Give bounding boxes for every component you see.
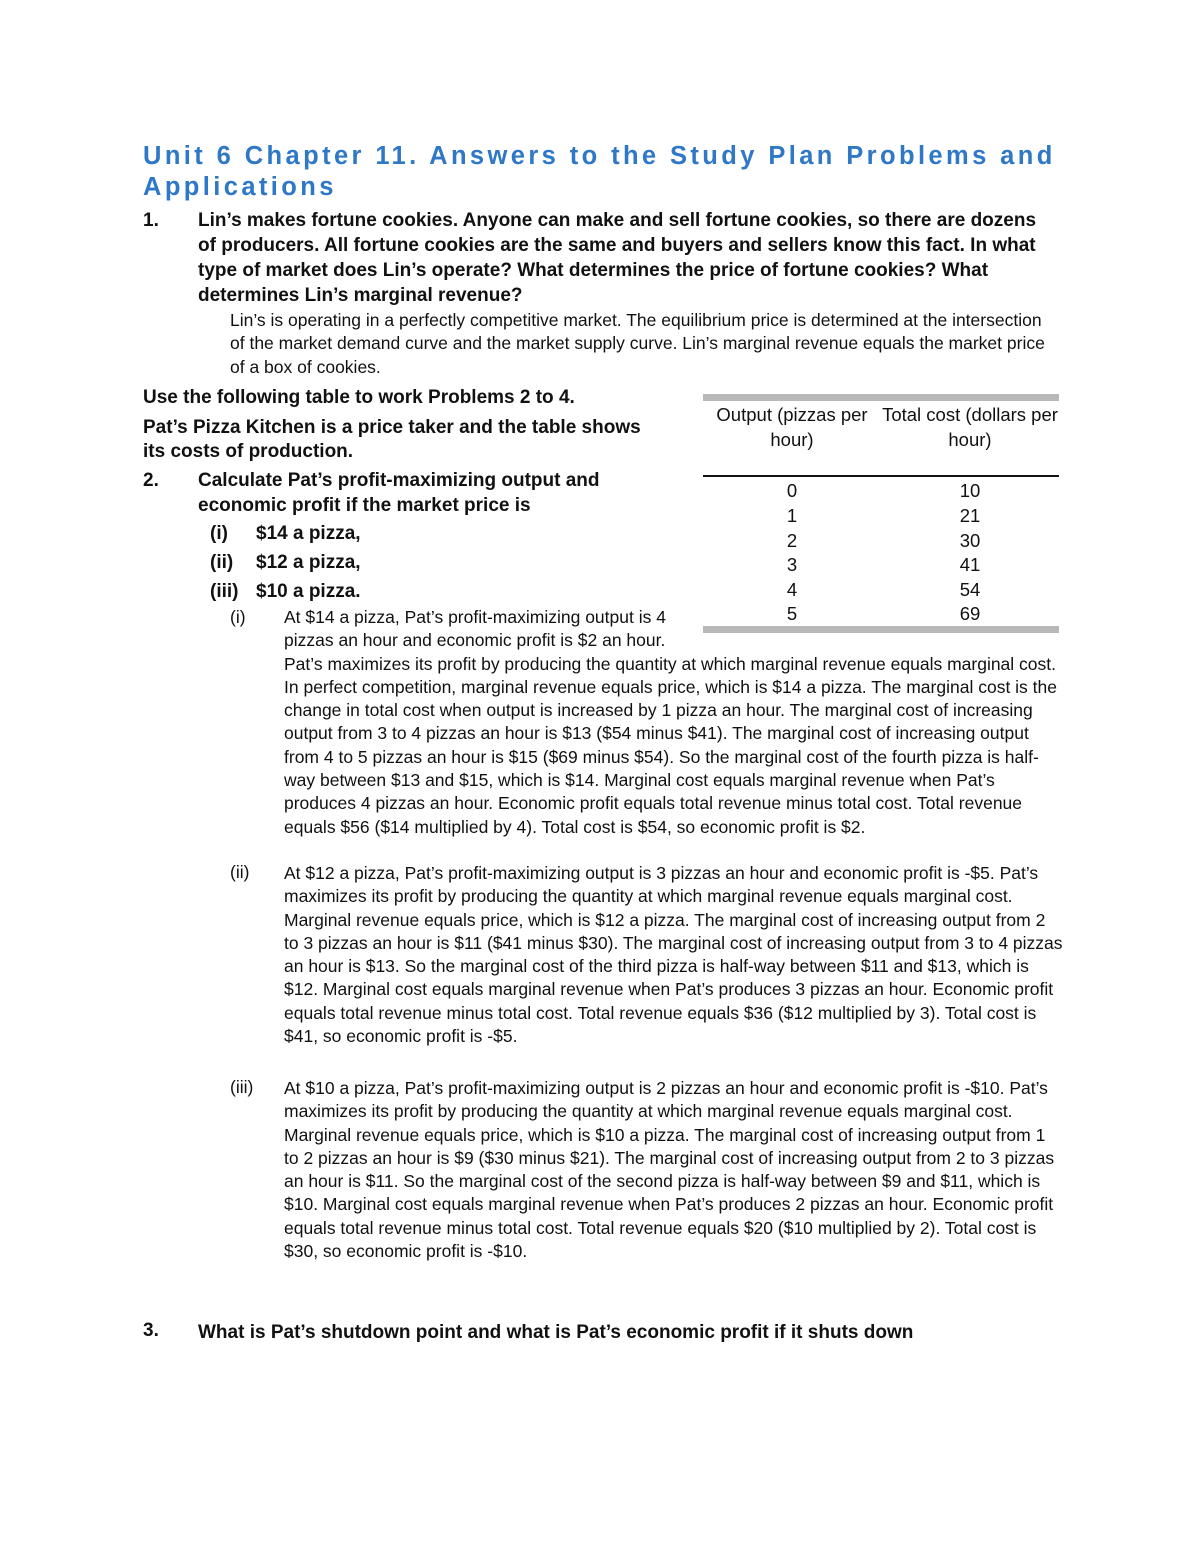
table-top-rule xyxy=(703,394,1059,401)
option-value: $12 a pizza, xyxy=(256,552,361,573)
table-cell: 69 xyxy=(959,603,981,624)
table-cell: 3 xyxy=(786,554,798,575)
page-title: Unit 6 Chapter 11. Answers to the Study Plan Problems and Applications xyxy=(143,142,1056,201)
table-cell: 21 xyxy=(959,505,981,526)
answer-label: (i) xyxy=(230,607,246,627)
table-intro: Use the following table to work Problems 2 to 4. xyxy=(143,387,575,408)
option-value: $14 a pizza, xyxy=(256,523,361,544)
question-1-text: Lin’s makes fortune cookies. Anyone can make and sell fortune cookies, so there are dozens of producers. All fortune cookies are the same and buyers and sellers know this fact. In what type of market does Lin’s operate? What determines the price of fortune cookies? What determines Lin’s marginal revenue? xyxy=(198,210,1037,306)
table-header-output: Output (pizzas per hour) xyxy=(716,404,868,450)
answer-ii-text: At $12 a pizza, Pat’s profit-maximizing output is 3 pizzas an hour and economic profit is -$5. Pat’s maximizes its profit by producing the quantity at which marginal revenue equals marginal cost. Marginal revenue equals price, which is $12 a pizza. The marginal cost of increasing output from 2 to 3 pizzas an hour is $11 ($41 minus $30). The marginal cost of increasing output from 3 to 4 pizzas an hour is $13. So the marginal cost of the third pizza is half-way between $11 and $13, which is $12. Marginal cost equals marginal revenue when Pat’s produces 3 pizzas an hour. Economic profit equals total revenue minus total cost. Total revenue equals $36 ($12 multiplied by 3). Total cost is $41, so economic profit is -$5. xyxy=(284,863,1063,1047)
table-header-total-cost: Total cost (dollars per hour) xyxy=(882,404,1058,450)
table-cell: 2 xyxy=(786,530,798,551)
table-cell: 0 xyxy=(786,480,798,501)
table-cell: 1 xyxy=(786,505,798,526)
question-3-text: What is Pat’s shutdown point and what is Pat’s economic profit if it shuts down xyxy=(198,1322,914,1343)
table-bottom-rule xyxy=(703,626,1059,633)
table-cell: 10 xyxy=(959,480,981,501)
answer-i-body: At $14 a pizza, Pat’s profit-maximizing output is 4 pizzas an hour and economic profit is $2 an hour. Pat’s maximizes its profit by producing the quantity at which marginal revenue equals marginal cost. In perfect competition, marginal revenue equals price, which is $14 a pizza. The marginal cost is the change in total cost when output is increased by 1 pizza an hour. The marginal cost of increasing output from 3 to 4 pizzas an hour is $13 ($54 minus $41). The marginal cost of increasing output from 4 to 5 pizzas an hour is $15 ($69 minus $54). So the marginal cost of the fourth pizza is half-way between $13 and $15, which is $14. Marginal cost equals marginal revenue when Pat’s produces 4 pizzas an hour. Economic profit equals total revenue minus total cost. Total revenue equals $56 ($14 multiplied by 4). Total cost is $54, so economic profit is $2. xyxy=(284,607,1057,837)
table-cell: 30 xyxy=(959,530,981,551)
answer-label: (ii) xyxy=(230,862,250,882)
table-cell: 5 xyxy=(786,603,798,624)
option-label: (ii) xyxy=(210,552,234,573)
answer-iii-text: At $10 a pizza, Pat’s profit-maximizing output is 2 pizzas an hour and economic profit is -$10. Pat’s maximizes its profit by producing the quantity at which marginal revenue equals marginal cost. Marginal revenue equals price, which is $10 a pizza. The marginal cost of increasing output from 1 to 2 pizzas an hour is $9 ($30 minus $21). The marginal cost of increasing output from 2 to 3 pizzas an hour is $11. So the marginal cost of the second pizza is half-way between $9 and $11, which is $10. Marginal cost equals marginal revenue when Pat’s produces 2 pizzas an hour. Economic profit equals total revenue minus total cost. Total revenue equals $20 ($10 multiplied by 2). Total cost is $30, so economic profit is -$10. xyxy=(284,1078,1055,1262)
table-cell: 54 xyxy=(959,579,981,600)
option-value: $10 a pizza. xyxy=(256,581,361,602)
question-1-number: 1. xyxy=(143,210,159,231)
option-label: (iii) xyxy=(210,581,239,602)
table-header-rule xyxy=(703,475,1059,477)
option-label: (i) xyxy=(210,523,228,544)
question-2-number: 2. xyxy=(143,470,159,491)
question-2-text: Calculate Pat’s profit-maximizing output and economic profit if the market price is xyxy=(198,470,600,516)
table-cell: 41 xyxy=(959,554,981,575)
table-description: Pat’s Pizza Kitchen is a price taker and the table shows its costs of production. xyxy=(143,417,641,462)
table-cell: 4 xyxy=(786,579,798,600)
question-1-answer: Lin’s is operating in a perfectly competitive market. The equilibrium price is determined at the intersection of the market demand curve and the market supply curve. Lin’s marginal revenue equals the market price of a box of cookies. xyxy=(230,310,1045,377)
answer-label: (iii) xyxy=(230,1077,254,1097)
question-3-number: 3. xyxy=(143,1320,159,1341)
answer-i-text xyxy=(284,606,1064,839)
